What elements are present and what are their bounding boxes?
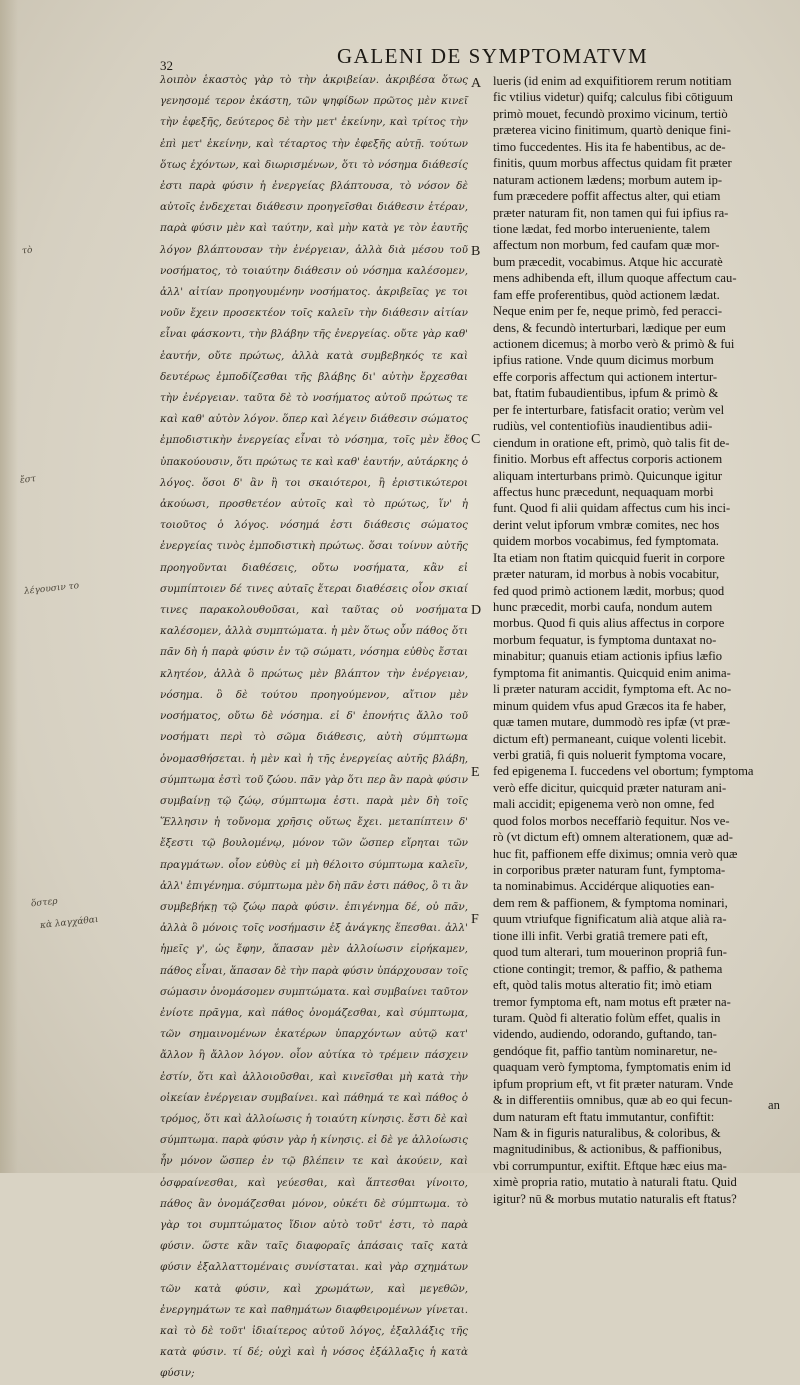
latin-line: præterea vicino finitimum, quartò denique fini- bbox=[493, 123, 731, 138]
latin-line: actionem dicemus; à morbo verò & primò & fui bbox=[493, 337, 735, 351]
latin-line: ximè propria ratio, mutatio à naturali ftatu. Quid bbox=[493, 1175, 737, 1190]
margin-note: λέγουσιν το bbox=[23, 581, 80, 597]
latin-line: magnitudinibus, & actionibus, & paffionibus, bbox=[493, 1142, 722, 1157]
latin-line: effe corporis affectum qui actionem intertur- bbox=[493, 369, 718, 384]
latin-line: ctione contingit; tremor, & paffio, & pathema bbox=[493, 961, 723, 976]
latin-line: funt. Quod fi alii quidam affectus cum his inci- bbox=[493, 501, 731, 516]
latin-line: quæ tamen mutare, dummodò res ipfæ (vt præ- bbox=[493, 715, 731, 730]
latin-line: lueris (id enim ad exquifitiorem rerum notitiam bbox=[493, 74, 732, 88]
latin-line: ipfum proprium eft, vt fit præter naturam. Vnde bbox=[493, 1076, 734, 1091]
latin-line: turam. Quòd fi alteratio folùm effet, qualis in bbox=[493, 1010, 721, 1025]
latin-line: eft, quòd talis motus alteratio fit; imò etiam bbox=[493, 978, 712, 993]
latin-line: fed quod primò actionem lædit, morbus; quod bbox=[493, 583, 725, 598]
latin-line: tremor fymptoma eft, nam motus eft præter na- bbox=[493, 994, 731, 1009]
latin-line: dem rem & paffionem, & fymptoma nominari, bbox=[493, 895, 728, 910]
latin-line: bum præcedit, vocabimus. Atque hic accuratè bbox=[493, 254, 723, 269]
latin-line: gendóque fit, paffio tantùm nominaretur, ne- bbox=[493, 1043, 718, 1058]
latin-line: ciendum in oratione eft, primò, quò talis fit de- bbox=[493, 435, 730, 450]
latin-line: Ita etiam non ftatim quicquid fuerit in corpore bbox=[493, 550, 725, 565]
margin-note: ἔστ bbox=[19, 474, 37, 486]
latin-line: minabitur; quanuis etiam actionis ipfius læfio bbox=[493, 649, 723, 664]
page-gutter-shadow bbox=[0, 0, 18, 1173]
section-letter-f: F bbox=[471, 912, 479, 927]
latin-line: primò mouet, fecundò proximo vicinum, tertiò bbox=[493, 106, 728, 121]
latin-line: mali accidit; epigenema verò non omne, fed bbox=[493, 797, 715, 812]
section-letter-a: A bbox=[471, 76, 482, 91]
latin-line: affectum non morbum, fed caufam quæ mor- bbox=[493, 238, 720, 253]
latin-line: derint velut ipforum vmbræ comites, nec hos bbox=[493, 517, 720, 532]
latin-line: fed epigenema I. fuccedens vel obortum; fymptoma bbox=[493, 764, 754, 779]
latin-line: fymptoma fit animantis. Quicquid enim anima- bbox=[493, 665, 731, 680]
latin-line: quidem morbos vocabimus, fed fymptomata. bbox=[493, 534, 719, 549]
latin-line: li præter naturam accidit, fymptoma eft. Ac no- bbox=[493, 682, 732, 697]
greek-text-column: λοιπὸν ἑκαστὸς γὰρ τὸ τὴν ἀκριβείαν. ἀκριβέσα ὅτως γενησομέ τερον ἐκάστη, τῶν ψηφίδων πρῶτος μὲν κινεῖ τὴν ἐφεξῆς, δεύτερος δὲ τὴν μετ' ἐκείνην, καὶ τρίτος τὴν ἐπὶ μετ' ἐκείνην, καὶ τέταρτος τὴν ἐφεξῆς αὐτῇ. τούτων ὅτως ἐχόντων, καὶ διωρισμένων, ὅτι τὸ νόσημα διάθεσίς ἐστι παρὰ φύσιν ἡ ἐνεργείας βλάπτουσα, τὸ νόσον δὲ αὐτοῖς ἐνδεχεται διάθεσιν προηγεῖσθαι διάθεσιν ἑτέραν, παρὰ φύσιν μὲν καὶ ταύτην, καὶ μὴν κατὰ γε τὸν ἑαυτῆς λόγον βλάπτουσαν τὴν ἐνέργειαν, ἀλλὰ διὰ μέσου τοῦ νοσήματος, τὸ τοιαύτην διάθεσιν οὐ νόσημα καλέσομεν, ἀλλ' αἰτίαν προηγουμένην νοσήματος. ἀκριβεῖας γε τοι νοῦν ἔχειν προσεκτέον τοῖς καλεῖν τὴν διάθεσιν αἰτίαν εἶναι φάσκοντι, τὴν βλάβην τῆς ἐνεργείας. οὔτε γὰρ καθ' ἑαυτήν, οὔτε πρώτως, ἀλλὰ κατὰ συμβεβηκός τε καὶ δευτέρως ἐμποδίζεσθαι τῆς βλάβης δι' αὐτὴν ἔρχεσθαι τὴν ἐνέργειαν. ταῦτα δὲ τὸ νοσήματος αὐτοῦ πρώτως τε καὶ καθ' αὐτὸν λόγον. ὅπερ καὶ λέγειν διάθεσιν σώματος ἐμποδιστικὴν ἐνεργείας εἶναι τὸ νόσημα, τοῖς μὲν ἔθος ὑπακούουσιν, ὅτι πρώτως τε καὶ καθ' ἑαυτήν, αὐτάρκης ὁ λόγος. ὅσοι δ' ἂν ἢ τοι σκαιότεροι, ἢ ἐριστικώτεροι ἀκούωσι, προσθετέον αὐτοῖς καὶ τὸ πρώτως, ἵν' ἡ τοιοῦτος ὁ λόγος. νόσημά ἐστι διάθεσις σώματος ἐνεργείας τινὸς ἐμποδιστικὴ πρώτως. ὅσαι τοίνυν αὐτῆς προηγοῦνται διαθέσεις, οὔτω νοσήματα, κἂν εἰ συμπίπτοιεν δέ τινες αὐταῖς ἕτεραι διαθέσεις οἷον σκιαί τινες παρακολουθοῦσαι, καὶ ταῦτας οὐ νοσήματα καλέσομεν, ἀλλὰ συμπτώματα. ἡ μὲν ὅτως οὖν πάθος ὅτι πᾶν δὴ ἡ παρὰ φύσιν ἐν τῷ σώματι, νόσημα εὐθὺς ἔσται κλητέον, ἀλλὰ ὃ πρώτως μὲν βλάπτον τὴν ἐνέργειαν, νόσημα. ὃ δὲ τούτου προηγούμενον, αἴτιον μὲν νοσήματος, οὔτω δὲ νόσημα. εἰ δ' ἐπονήτις ἄλλο τοῦ νοσήματι περὶ τὸ σῶμα διάθεσις, αὐτὴ σύμπτωμα ὀνομασθήσεται. ἡ μὲν καὶ ἡ τῆς ἐνεργείας αὐτῆς βλάβη, σύμπτωμα ἐστὶ τοῦ ζώου. πᾶν γὰρ ὅτι περ ἂν παρὰ φύσιν συμβαίνῃ τῷ ζώῳ, σύμπτωμα ἐστι. παρὰ μὲν δὴ τοῖς Ἕλλησιν ἡ τοὔνομα χρῆσις οὕτως ἔχει. μεταπίπτειν δ' ἔξεστι τῷ βουλομένῳ, μόνον τῶν ὥσπερ εἴρηται τῶν πραγμάτων. οἷον εὐθὺς εἰ μὴ θέλοιτο σύμπτωμα καλεῖν, ἀλλ' ἐπιγένημα. σύμπτωμα μὲν δὴ πᾶν ἐστι πάθος, ὃ τι ἂν συμβεβήκῃ τῷ ζώῳ παρὰ φύσιν. ἐπιγένημα δέ, οὐ πᾶν, ἀλλὰ ὃ μόνοις τοῖς νοσήμασιν ἐξ ἀνάγκης ἕπεσθαι. ἀλλ' ἡμεῖς γ', ὡς ἔφην, ἅπασαν μὲν ἀλλοίωσιν εἰρήκαμεν, πάθος εἶναι, ἅπασαν δὲ τὴν παρὰ φύσιν ὑπάρχουσαν τοῖς σώμασιν ὀνομάσομεν συμπτώματα. καὶ συμβαίνει ταῦτον ἐνίοτε πρᾶγμα, καὶ πάθος ὀνομάζεσθαι, καὶ σύμπτωμα, τῶν σημαινομένων ἑκατέρων ὑπαρχόντων αὐτῷ κατ' ἄλλον ἢ ἄλλον λόγον. οἷον αὐτίκα τὸ τρέμειν πάσχειν ἐστίν, ὅτι καὶ ἀλλοιοῦσθαι, καὶ κινεῖσθαι μὴ κατὰ τὴν οἰκείαν ἐνέργειαν συμβαίνει. καὶ πάθημά τε καὶ πάθος ὁ τρόμος, ὅτι καὶ ἀλλοίωσις ἡ τοιαύτη κίνησις. ἔστι δὲ καὶ σύμπτωμα. παρὰ φύσιν γὰρ ἡ κίνησις. εἰ δὲ γε ἀλλοίωσις ἦν μόνον ὥσπερ ἐν τῷ βλέπειν τε καὶ ἀκούειν, καὶ ὀσφραίνεσθαι, καὶ γεύεσθαι, καὶ ἅπτεσθαι γίνοιτο, πάθος ἂν ὀνομάζεσθαι μόνον, οὐκέτι δὲ σύμπτωμα. τὸ γὰρ τοι συμπτώματος ἴδιον αὐτὸ τοῦτ' ἐστι, τὸ παρὰ φύσιν. ὥστε κἂν ταῖς διαφοραῖς ἁπάσαις ταῖς κατὰ φύσιν ἐξαλλαττομέναις συνίσταται. καὶ γὰρ σχημάτων τῶν κατὰ φύσιν, καὶ χρωμάτων, καὶ μεγεθῶν, ἐνεργημάτων τε καὶ παθημάτων διαφθειρομένων γίνεται. καὶ τὸ δὲ τοῦτ' ἰδιαίτερος αὐτοῦ λόγος, ἐξαλλάξις τῆς κατὰ φύσιν. τί δέ; οὐχὶ καὶ ἡ νόσος ἐξάλλαξις ἡ κατὰ φύσιν; bbox=[160, 74, 468, 1380]
latin-line: fum præcedere poffit affectus alter, qui etiam bbox=[493, 189, 721, 204]
latin-line: quod tum alterari, tum mouerinon propriâ fun- bbox=[493, 945, 727, 960]
latin-line: naturam actionem lædens; morbum autem ip- bbox=[493, 172, 723, 187]
latin-line: mens adhibenda eft, illum quoque affectum cau- bbox=[493, 271, 737, 286]
latin-line: morbum fequatur, is fymptoma duntaxat no- bbox=[493, 632, 717, 647]
latin-line: vbi corrumpuntur, exiftit. Eftque hæc eius ma- bbox=[493, 1158, 727, 1173]
latin-line: timo fuccedentes. His ita fe habentibus, ac de- bbox=[493, 139, 726, 154]
latin-line: & in differentiis omnibus, quæ ab eo qui fecun- bbox=[493, 1093, 733, 1108]
latin-line: finitis, quum morbus affectus quidam fit præter bbox=[493, 156, 732, 171]
latin-line: finitio. Morbus eft affectus corporis actionem bbox=[493, 452, 723, 467]
latin-line: morbus. Quod fi quis alius affectus in corpore bbox=[493, 616, 725, 631]
catchword: an bbox=[768, 1098, 780, 1112]
latin-line: Nam & in figuris naturalibus, & coloribus, & bbox=[493, 1126, 721, 1140]
latin-line: quum vtriufque fignificatum alià atque alià ra- bbox=[493, 912, 727, 927]
running-head: GALENI DE SYMPTOMATVM bbox=[337, 44, 649, 68]
latin-line: fam effe proferentibus, quòd actionem lædat. bbox=[493, 287, 720, 302]
latin-line: præter naturam, id morbus à nobis vocabitur, bbox=[493, 567, 720, 582]
latin-line: dictum eft) permaneant, cuique volenti licebit. bbox=[493, 731, 727, 746]
latin-line: huc fit, paffionem effe diximus; omnia verò quæ bbox=[493, 846, 738, 861]
latin-line: rò (vt dictum eft) omnem alterationem, quæ ad- bbox=[493, 830, 733, 845]
margin-note: ὅστερ bbox=[30, 896, 59, 910]
latin-line: per fe interturbare, fatisfacit oratio; verùm vel bbox=[493, 402, 725, 417]
latin-line: ipfius ratione. Vnde quum dicimus morbum bbox=[493, 353, 714, 368]
latin-line: ta nominabimus. Accidérque aliquoties ean- bbox=[493, 879, 715, 894]
section-letter-b: B bbox=[471, 244, 481, 259]
latin-line: verò effe dicitur, quicquid præter naturam ani- bbox=[493, 780, 727, 795]
section-letter-c: C bbox=[471, 432, 481, 447]
margin-note: κὰ λαγχάθαι bbox=[39, 914, 99, 932]
latin-line: quod folos morbos neceffariò fequitur. Nos ve- bbox=[493, 813, 730, 828]
latin-line: affectus hunc præcedunt, nequaquam morbi bbox=[493, 484, 714, 499]
latin-line: rudiùs, vel contentiofiùs inaudientibus adii- bbox=[493, 419, 713, 434]
latin-line: bat, ftatim fubaudientibus, ipfum & primò & bbox=[493, 386, 719, 401]
latin-line: quaquam verò fymptoma, fymptomatis enim id bbox=[493, 1060, 731, 1075]
latin-line: Neque enim per fe, neque primò, fed peracci- bbox=[493, 304, 723, 319]
latin-line: tione illi infit. Verbi gratiâ tremere pati eft, bbox=[493, 928, 708, 943]
margin-note: τὸ bbox=[21, 245, 33, 257]
latin-line: minum quidem vfus apud Græcos ita fe haber, bbox=[493, 698, 727, 713]
section-letter-d: D bbox=[471, 603, 482, 618]
latin-line: igitur? nū & morbus mutatio naturalis eft ftatus? bbox=[493, 1191, 737, 1206]
latin-line: videndo, audiendo, odorando, guftando, tan- bbox=[493, 1027, 717, 1042]
latin-line: dum naturam eft ftatu immutantur, confiftit: bbox=[493, 1109, 715, 1124]
latin-line: fic vtilius videtur) quifq; calculus fibi cōtiguum bbox=[493, 90, 733, 105]
latin-line: hunc præcedit, morbi caufa, nondum autem bbox=[493, 600, 713, 614]
latin-line: dens, & fecundò interturbari, lædique per eum bbox=[493, 320, 726, 335]
latin-line: in corporibus præter naturam funt, fymptoma- bbox=[493, 863, 726, 877]
section-letter-e: E bbox=[471, 765, 480, 780]
latin-line: verbi gratiâ, fi quis noluerit fymptoma vocare, bbox=[493, 747, 726, 762]
latin-line: tione lædat, fed morbo interueniente, talem bbox=[493, 221, 711, 236]
latin-text-column bbox=[493, 73, 795, 1206]
latin-line: præter naturam fit, non tamen qui fui ipfius ra- bbox=[493, 205, 729, 220]
page-number: 32 bbox=[160, 58, 173, 73]
latin-line: aliquam interturbans primò. Quicunque igitur bbox=[493, 468, 723, 483]
